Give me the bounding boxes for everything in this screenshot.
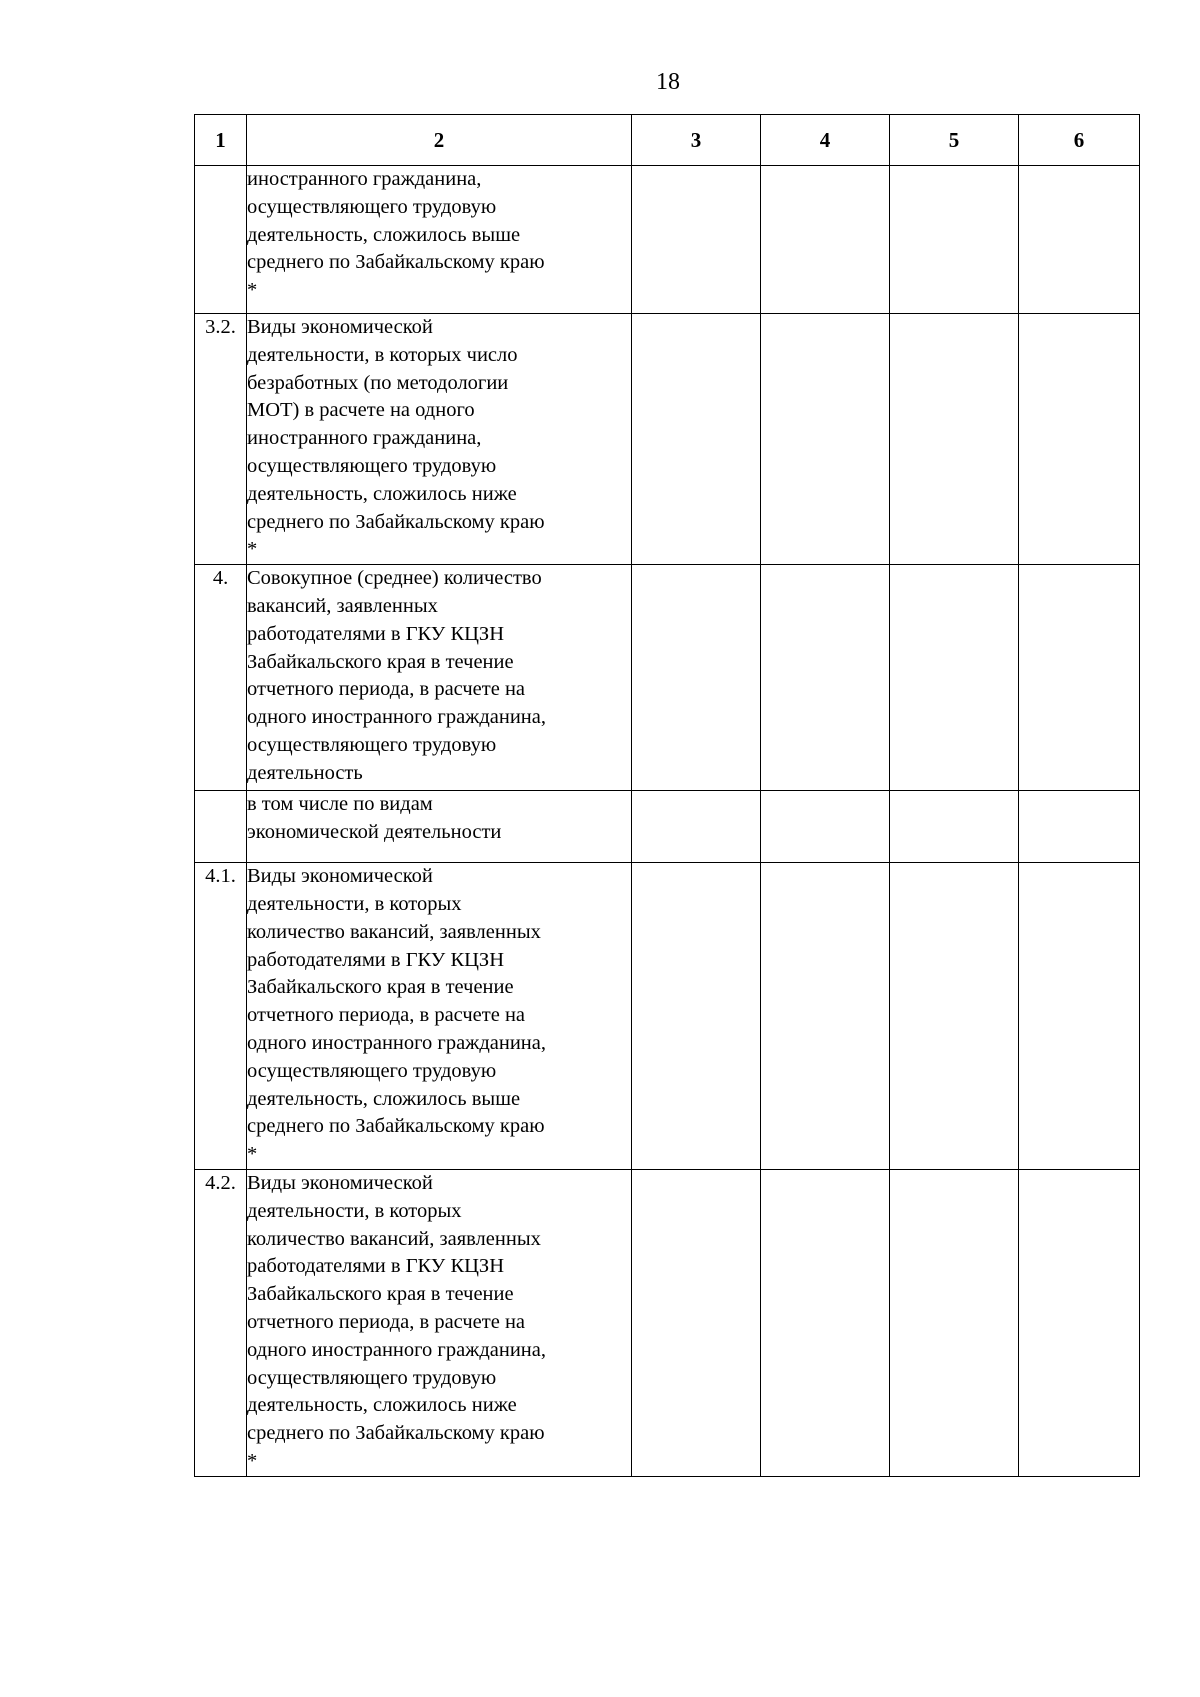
description-line: деятельности, в которых (247, 892, 462, 915)
value-cell (632, 166, 761, 314)
value-cell (890, 863, 1019, 1170)
description-line: деятельность, сложилось выше (247, 223, 521, 246)
table-row (195, 1169, 1140, 1476)
description-line: одного иностранного гражданина, (247, 1031, 546, 1054)
description-line: количество вакансий, заявленных (247, 920, 541, 943)
description-line: Виды экономической (247, 865, 433, 888)
row-number (195, 166, 247, 314)
row-number (195, 791, 247, 863)
description-line: деятельность, сложилось ниже (247, 482, 517, 505)
description-line: Совокупное (среднее) количество (247, 567, 542, 590)
value-cell (632, 1169, 761, 1476)
value-cell (890, 166, 1019, 314)
column-header-6: 6 (1019, 115, 1140, 166)
value-cell (1019, 791, 1140, 863)
description-line: деятельность (247, 761, 363, 784)
value-cell (761, 863, 890, 1170)
row-description (247, 314, 632, 565)
table-row (195, 314, 1140, 565)
column-header-1: 1 (195, 115, 247, 166)
description-line: безработных (по методологии (247, 371, 509, 394)
value-cell (761, 565, 890, 791)
description-line: работодателями в ГКУ КЦЗН (247, 948, 505, 971)
description-line: деятельность, сложилось ниже (247, 1394, 517, 1417)
column-header-4: 4 (761, 115, 890, 166)
description-line: среднего по Забайкальскому краю (247, 1422, 545, 1445)
description-line: среднего по Забайкальскому краю (247, 510, 545, 533)
value-cell (632, 863, 761, 1170)
value-cell (761, 791, 890, 863)
row-description (247, 863, 632, 1170)
description-line: количество вакансий, заявленных (247, 1227, 541, 1250)
description-line: Забайкальского края в течение (247, 650, 514, 673)
description-line: иностранного гражданина, (247, 427, 482, 450)
table-row (195, 863, 1140, 1170)
description-line: Виды экономической (247, 1171, 433, 1194)
description-line: вакансий, заявленных (247, 594, 438, 617)
table-header-row (195, 115, 1140, 166)
description-line: Забайкальского края в течение (247, 1283, 514, 1306)
row-number: 4.2. (195, 1169, 247, 1476)
description-line: Забайкальского края в течение (247, 976, 514, 999)
value-cell (632, 565, 761, 791)
value-cell (1019, 314, 1140, 565)
description-line: работодателями в ГКУ КЦЗН (247, 622, 505, 645)
value-cell (761, 1169, 890, 1476)
table-row (195, 166, 1140, 314)
row-number: 3.2. (195, 314, 247, 565)
description-line: * (247, 1449, 258, 1472)
description-line: МОТ) в расчете на одного (247, 399, 475, 422)
value-cell (761, 166, 890, 314)
value-cell (890, 791, 1019, 863)
row-number: 4.1. (195, 863, 247, 1170)
description-line: * (247, 538, 258, 561)
description-line: осуществляющего трудовую (247, 454, 497, 477)
description-line: * (247, 279, 258, 302)
value-cell (890, 1169, 1019, 1476)
value-cell (632, 791, 761, 863)
row-description (247, 166, 632, 314)
description-line: среднего по Забайкальскому краю (247, 1115, 545, 1138)
description-line: * (247, 1143, 258, 1166)
value-cell (632, 314, 761, 565)
row-description (247, 791, 632, 863)
page-number: 18 (656, 69, 680, 95)
row-description (247, 1169, 632, 1476)
table-row (195, 791, 1140, 863)
description-line: иностранного гражданина, (247, 168, 482, 190)
value-cell (1019, 166, 1140, 314)
value-cell (761, 314, 890, 565)
value-cell (1019, 1169, 1140, 1476)
description-line: осуществляющего трудовую (247, 195, 497, 218)
description-line: деятельность, сложилось выше (247, 1087, 521, 1110)
description-line: экономической деятельности (247, 820, 502, 843)
description-line: одного иностранного гражданина, (247, 706, 546, 729)
description-line: одного иностранного гражданина, (247, 1338, 546, 1361)
description-line: Виды экономической (247, 316, 433, 338)
description-line: в том числе по видам (247, 793, 433, 816)
description-line: работодателями в ГКУ КЦЗН (247, 1255, 505, 1278)
value-cell (890, 565, 1019, 791)
description-line: отчетного периода, в расчете на (247, 1004, 526, 1027)
description-line: осуществляющего трудовую (247, 733, 497, 756)
description-line: деятельности, в которых число (247, 343, 518, 366)
indicators-table (194, 114, 1140, 1477)
description-line: деятельности, в которых (247, 1199, 462, 1222)
column-header-5: 5 (890, 115, 1019, 166)
value-cell (1019, 863, 1140, 1170)
description-line: отчетного периода, в расчете на (247, 1310, 526, 1333)
description-line: отчетного периода, в расчете на (247, 678, 526, 701)
description-line: осуществляющего трудовую (247, 1059, 497, 1082)
column-header-2: 2 (247, 115, 632, 166)
row-number: 4. (195, 565, 247, 791)
table-row (195, 565, 1140, 791)
description-line: осуществляющего трудовую (247, 1366, 497, 1389)
row-description (247, 565, 632, 791)
value-cell (1019, 565, 1140, 791)
value-cell (890, 314, 1019, 565)
description-line: среднего по Забайкальскому краю (247, 251, 545, 274)
column-header-3: 3 (632, 115, 761, 166)
